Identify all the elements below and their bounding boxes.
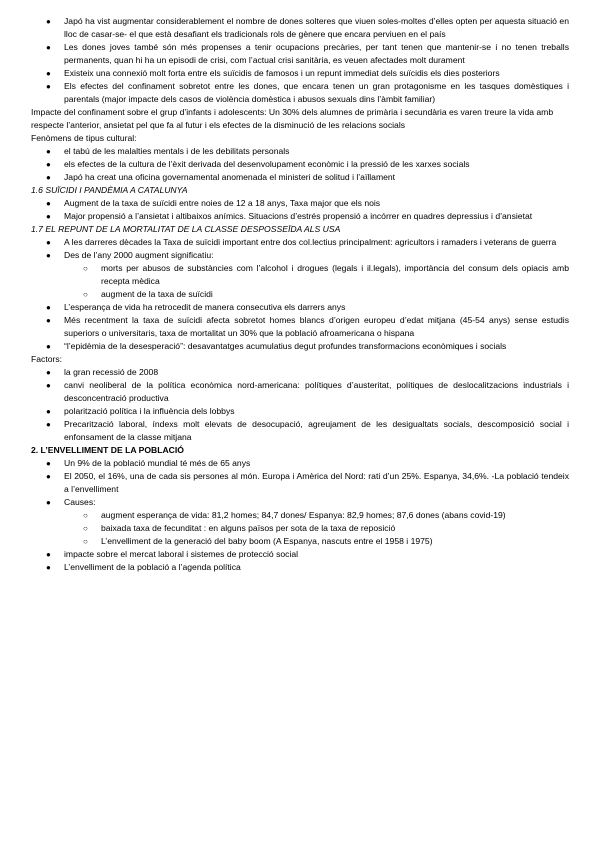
- list-item: ● Causes:: [46, 497, 96, 507]
- bullet-icon: ●: [46, 420, 51, 429]
- sub-bullet-icon: ○: [83, 524, 88, 533]
- list-item: ● Augment de la taxa de suïcidi entre noies de 12 a 18 anys, Taxa major que els nois: [46, 198, 381, 208]
- bullet-icon: ●: [46, 82, 51, 91]
- bullet-icon: ●: [46, 550, 51, 559]
- sub-bullet-icon: ○: [83, 264, 88, 273]
- list-item: ● polarització política i la influència dels lobbys: [46, 406, 235, 416]
- bullet-icon: ●: [46, 342, 51, 351]
- list-item: ● el tabú de les malalties mentals i de les debilitats personals: [46, 146, 290, 156]
- bullet-icon: ●: [46, 160, 51, 169]
- bullet-icon: ●: [46, 303, 51, 312]
- sub-list-item: ○ L’envelliment de la generació del baby boom (A Espanya, nascuts entre el 1958 i 1975): [83, 536, 433, 546]
- bullet-list: [31, 457, 569, 574]
- bullet-icon: ●: [46, 173, 51, 182]
- paragraph: Fenòmens de tipus cultural:: [31, 133, 137, 143]
- section-subheading: 1.6 SUÏCIDI I PANDÈMIA A CATALUNYA: [31, 185, 188, 195]
- list-item: ● Les dones joves també són més propenses a tenir ocupacions precàries, per tant tenen que mantenir-se i no tenen treballs permanents, quan hi ha un episodi de crisi, com l’actual crisi sanitària, es veuen afectades molt durament: [46, 42, 569, 65]
- sub-list-item: ○ morts per abusos de substàncies com l’alcohol i drogues (legals i il.legals), importància del consum dels opiacis amb recepta mèdica: [83, 263, 569, 286]
- list-item: ● Més recentment la taxa de suïcidi afecta sobretot homes blancs d’origen europeu d’edat mitjana (45-54 anys) sense estudis superiors o universitaris, taxa de mortalitat un 30% que la població afroamericana o hispana: [46, 315, 569, 338]
- list-item: ● Precarització laboral, índexs molt elevats de desocupació, agreujament de les desigualtats socials, descomposició social i enfonsament de la classe mitjana: [46, 419, 569, 442]
- sub-list-item: ○ augment esperança de vida: 81,2 homes; 84,7 dones/ Espanya: 82,9 homes; 87,6 dones (abans covid-19): [83, 510, 506, 520]
- bullet-icon: ●: [46, 316, 51, 325]
- bullet-list: [31, 197, 569, 223]
- paragraph: Factors:: [31, 354, 63, 364]
- paragraph: Impacte del confinament sobre el grup d’infants i adolescents: Un 30% dels alumnes de primària i secundària es varen treure la vida amb respecte l’anterior, ansietat pel que fa al futur i els efectes de la disminució de les relacions socials: [31, 107, 554, 130]
- list-item: ● Major propensió a l’ansietat i altibaixos anímics. Situacions d’estrés propensió a incórrer en quadres depressius i d’ansietat: [46, 211, 533, 221]
- bullet-icon: ●: [46, 238, 51, 247]
- list-item: ● impacte sobre el mercat laboral i sistemes de protecció social: [46, 549, 299, 559]
- section-heading: 2. L’ENVELLIMENT DE LA POBLACIÓ: [31, 445, 184, 455]
- bullet-icon: ●: [46, 69, 51, 78]
- list-item: ● “l’epidèmia de la desesperació”: desavantatges acumulatius degut profundes transformacions econòmiques i socials: [46, 341, 507, 351]
- section-subheading: 1.7 EL REPUNT DE LA MORTALITAT DE LA CLASSE DESPOSSEÏDA ALS USA: [31, 224, 341, 234]
- bullet-icon: ●: [46, 43, 51, 52]
- bullet-icon: ●: [46, 498, 51, 507]
- bullet-icon: ●: [46, 407, 51, 416]
- list-item: ● Des de l’any 2000 augment significatiu:: [46, 250, 214, 260]
- bullet-icon: ●: [46, 563, 51, 572]
- bullet-icon: ●: [46, 459, 51, 468]
- list-item: ● A les darreres dècades la Taxa de suïcidi important entre dos col.lectius principalment: agricultors i ramaders i veterans de guerra: [46, 237, 557, 247]
- list-item: ● Els efectes del confinament sobretot entre les dones, que encara tenen un gran protagonisme en les tasques domèstiques i parentals (major impacte dels casos de violència domèstica i abusos sexuals dins l’àmbit familiar): [46, 81, 569, 104]
- document-body: [31, 15, 569, 574]
- bullet-icon: ●: [46, 17, 51, 26]
- list-item: ● Japó ha creat una oficina governamental anomenada el ministeri de solitud i l’aïllament: [46, 172, 396, 182]
- bullet-list: [31, 145, 569, 184]
- sub-list-item: ○ baixada taxa de fecunditat : en alguns països per sota de la taxa de reposició: [83, 523, 396, 533]
- bullet-icon: ●: [46, 199, 51, 208]
- sub-bullet-icon: ○: [83, 511, 88, 520]
- list-item: ● Existeix una connexió molt forta entre els suïcidis de famosos i un repunt immediat dels suïcidis els dies posteriors: [46, 68, 500, 78]
- list-item: ● L’esperança de vida ha retrocedit de manera consecutiva els darrers anys: [46, 302, 346, 312]
- bullet-icon: ●: [46, 381, 51, 390]
- sub-bullet-icon: ○: [83, 537, 88, 546]
- bullet-icon: ●: [46, 251, 51, 260]
- list-item: ● Un 9% de la població mundial té més de 65 anys: [46, 458, 251, 468]
- list-item: ● L’envelliment de la població a l’agenda política: [46, 562, 241, 572]
- bullet-icon: ●: [46, 368, 51, 377]
- list-item: ● El 2050, el 16%, una de cada sis persones al món. Europa i Amèrica del Nord: rati d’un 25%. Espanya, 34,6%. -La població tendeix a l’envelliment: [46, 471, 569, 494]
- list-item: ● canvi neoliberal de la política econòmica nord-americana: polítiques d’austeritat, polítiques de deslocalitzacions industrials i desconcentració productiva: [46, 380, 569, 403]
- sub-bullet-icon: ○: [83, 290, 88, 299]
- list-item: ● els efectes de la cultura de l’èxit derivada del desenvolupament econòmic i la pressió de les xarxes socials: [46, 159, 470, 169]
- bullet-list: [31, 236, 569, 353]
- bullet-icon: ●: [46, 147, 51, 156]
- sub-list-item: ○ augment de la taxa de suïcidi: [83, 289, 213, 299]
- bullet-list: [31, 15, 569, 106]
- list-item: ● Japó ha vist augmentar considerablement el nombre de dones solteres que viuen soles-moltes d’elles opten per aquesta situació en lloc de casar-se- el que està desafiant els tradicionals rols de gènere que encara perviuen en el país: [46, 16, 569, 39]
- bullet-icon: ●: [46, 212, 51, 221]
- bullet-icon: ●: [46, 472, 51, 481]
- bullet-list: [31, 366, 569, 444]
- list-item: ● la gran recessió de 2008: [46, 367, 159, 377]
